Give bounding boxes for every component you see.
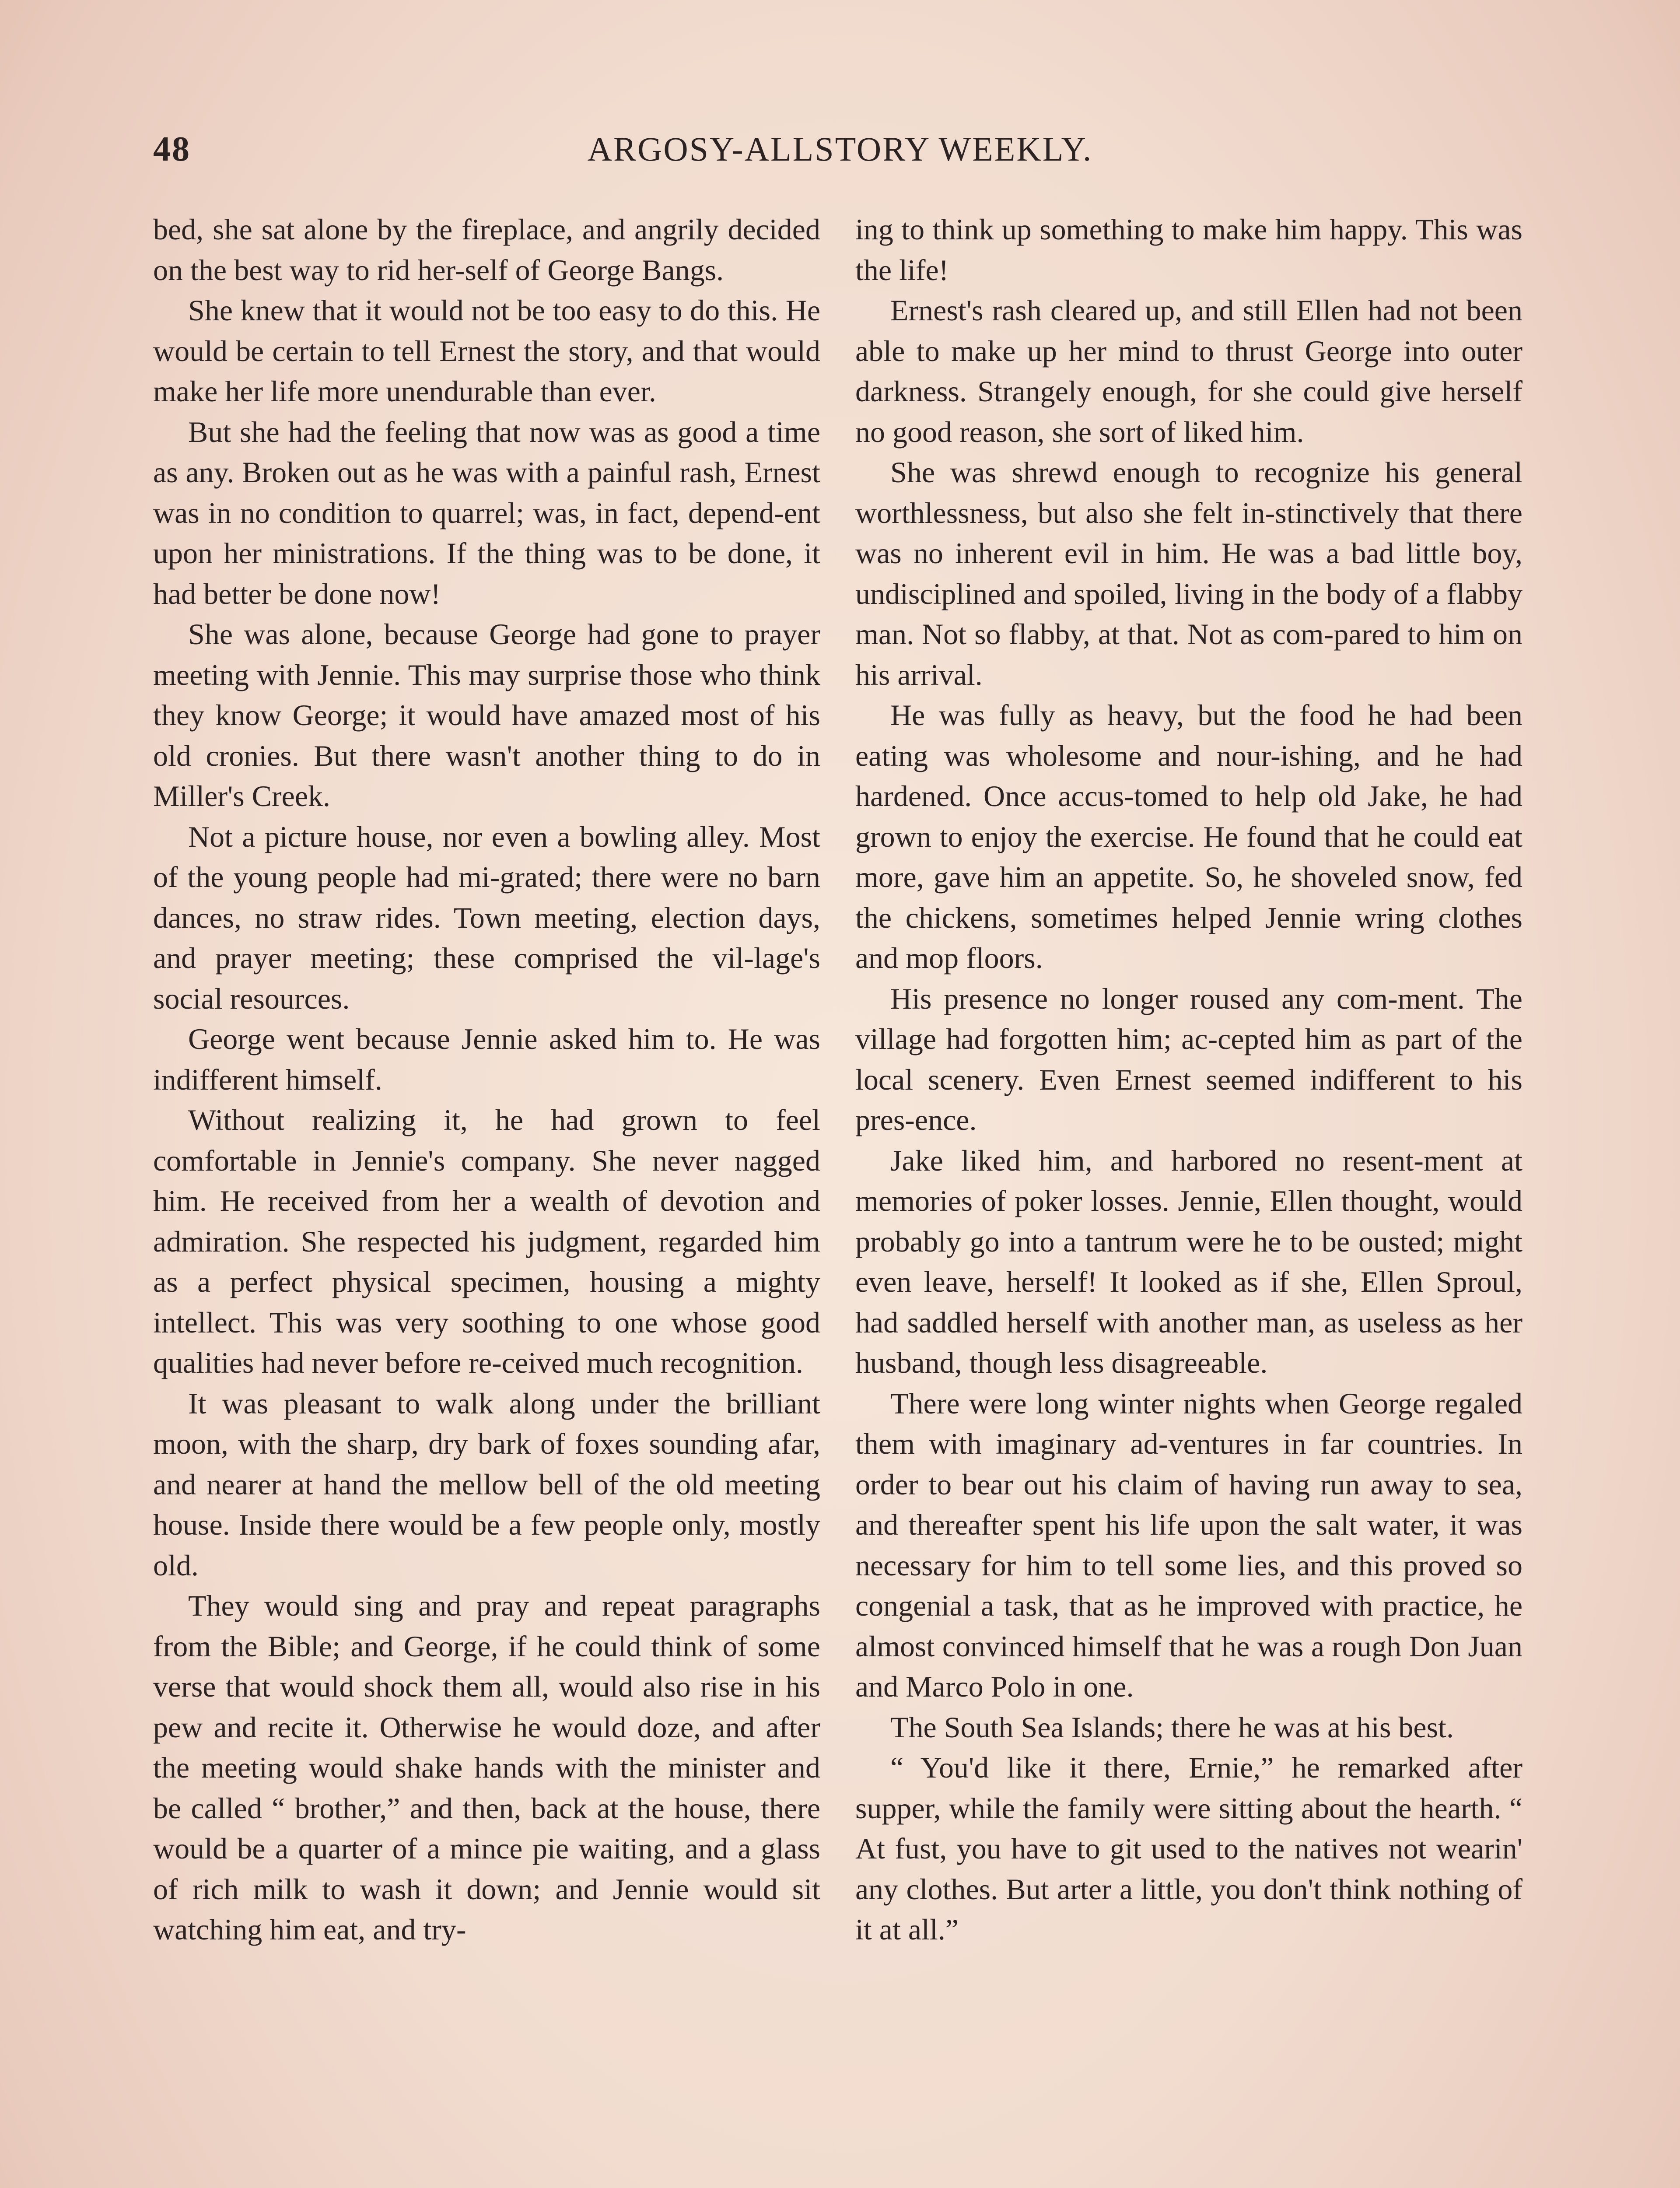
paragraph: There were long winter nights when George regaled them with imaginary ad-ventures in far countries. In order to bear out his claim of having run away to sea, and thereafter spent his life upon the salt water, it was necessary for him to tell some lies, and this proved so congenial a task, that as he improved with practice, he almost convinced himself that he was a rough Don Juan and Marco Polo in one. bbox=[855, 1386, 1522, 1703]
paragraph: But she had the feeling that now was as good a time as any. Broken out as he was with a painful rash, Ernest was in no condition to quarrel; was, in fact, depend-ent upon her ministrations. If the thing was to be done, it had better be done now! bbox=[153, 415, 820, 610]
paragraph: bed, she sat alone by the fireplace, and angrily decided on the best way to rid her-self of George Bangs. bbox=[153, 213, 820, 287]
paragraph: She was alone, because George had gone to prayer meeting with Jennie. This may surprise those who think they know George; it would have amazed most of his old cronies. But there wasn't another thing to do in Miller's Creek. bbox=[153, 617, 820, 813]
page-number: 48 bbox=[153, 130, 191, 168]
paragraph: Without realizing it, he had grown to feel comfortable in Jennie's company. She never nagged him. He received from her a wealth of devotion and admiration. She respected his judgment, regarded him as a perfect physical specimen, housing a mighty intellect. This was very soothing to one whose good qualities had never before re-ceived much recognition. bbox=[153, 1103, 820, 1379]
paragraph: Ernest's rash cleared up, and still Ellen had not been able to make up her mind to thrust George into outer darkness. Strangely enough, for she could give herself no good reason, she sort of liked him. bbox=[855, 294, 1522, 449]
right-column bbox=[855, 209, 1522, 1950]
running-head: ARGOSY-ALLSTORY WEEKLY. bbox=[587, 130, 1093, 168]
paragraph: They would sing and pray and repeat paragraphs from the Bible; and George, if he could think of some verse that would shock them all, would also rise in his pew and recite it. Otherwise he would doze, and after the meeting would shake hands with the minister and be called “ brother,” and then, back at the house, there would be a quarter of a mince pie waiting, and a glass of rich milk to wash it down; and Jennie would sit watching him eat, and try- bbox=[153, 1589, 820, 1946]
paragraph: His presence no longer roused any com-ment. The village had forgotten him; ac-cepted him as part of the local scenery. Even Ernest seemed indifferent to his pres-ence. bbox=[855, 982, 1522, 1136]
paragraph: “ You'd like it there, Ernie,” he remarked after supper, while the family were sitting about the hearth. “ At fust, you have to git used to the natives not wearin' any clothes. But arter a little, you don't think nothing of it at all.” bbox=[855, 1751, 1522, 1946]
paragraph: ing to think up something to make him happy. This was the life! bbox=[855, 213, 1522, 287]
paragraph: The South Sea Islands; there he was at his best. bbox=[890, 1710, 1454, 1744]
paragraph: George went because Jennie asked him to. He was indifferent himself. bbox=[153, 1022, 820, 1096]
paragraph: Not a picture house, nor even a bowling alley. Most of the young people had mi-grated; there were no barn dances, no straw rides. Town meeting, election days, and prayer meeting; these comprised the vil-lage's social resources. bbox=[153, 820, 820, 1015]
page-header bbox=[153, 130, 1527, 178]
paragraph: He was fully as heavy, but the food he had been eating was wholesome and nour-ishing, and he had hardened. Once accus-tomed to help old Jake, he had grown to enjoy the exercise. He found that he could eat more, gave him an appetite. So, he shoveled snow, fed the chickens, sometimes helped Jennie wring clothes and mop floors. bbox=[855, 698, 1522, 975]
left-column bbox=[153, 209, 820, 1950]
paragraph: It was pleasant to walk along under the brilliant moon, with the sharp, dry bark of foxes sounding afar, and nearer at hand the mellow bell of the old meeting house. Inside there would be a few people only, mostly old. bbox=[153, 1386, 820, 1582]
paragraph: She knew that it would not be too easy to do this. He would be certain to tell Ernest the story, and that would make her life more unendurable than ever. bbox=[153, 294, 820, 408]
paragraph: Jake liked him, and harbored no resent-ment at memories of poker losses. Jennie, Ellen thought, would probably go into a tantrum were he to be ousted; might even leave, herself! It looked as if she, Ellen Sproul, had saddled herself with another man, as useless as her husband, though less disagreeable. bbox=[855, 1143, 1522, 1379]
paragraph: She was shrewd enough to recognize his general worthlessness, but also she felt in-stinctively that there was no inherent evil in him. He was a bad little boy, undisciplined and spoiled, living in the body of a flabby man. Not so flabby, at that. Not as com-pared to him on his arrival. bbox=[855, 456, 1522, 691]
